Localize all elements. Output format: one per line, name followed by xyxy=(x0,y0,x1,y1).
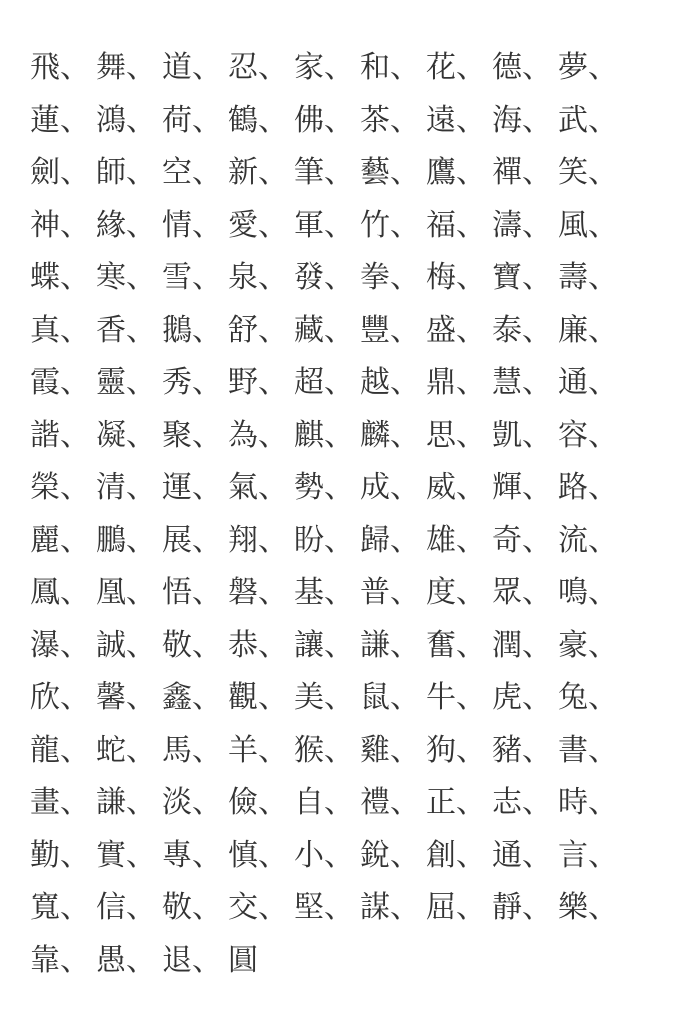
text-line xyxy=(30,830,670,883)
character-item: 容、 xyxy=(558,417,618,453)
character-item: 小、 xyxy=(294,837,354,873)
character-item: 雪、 xyxy=(162,260,222,295)
character-item: 鵝、 xyxy=(162,312,222,348)
character-item: 榮、 xyxy=(30,470,90,505)
character-item: 香、 xyxy=(96,312,156,348)
character-item: 敬、 xyxy=(162,627,222,663)
character-item: 路、 xyxy=(558,470,618,505)
text-line xyxy=(30,305,670,358)
character-item: 諧、 xyxy=(30,417,90,453)
character-item: 蝶、 xyxy=(30,260,90,295)
character-item: 忍、 xyxy=(228,50,288,85)
character-item: 荷、 xyxy=(162,102,222,138)
character-item: 家、 xyxy=(294,50,354,85)
character-item: 言、 xyxy=(558,837,618,873)
character-item: 翔、 xyxy=(228,522,288,558)
character-item: 鶴、 xyxy=(228,102,288,138)
character-item: 蓮、 xyxy=(30,102,90,138)
text-line xyxy=(30,42,670,95)
character-item: 鼎、 xyxy=(426,365,486,400)
character-item: 信、 xyxy=(96,890,156,925)
character-item: 鵬、 xyxy=(96,522,156,558)
character-item: 慎、 xyxy=(228,837,288,873)
text-line xyxy=(30,777,670,830)
character-item: 雞、 xyxy=(360,732,420,768)
character-item: 福、 xyxy=(426,207,486,243)
character-item: 泉、 xyxy=(228,260,288,295)
character-item: 牛、 xyxy=(426,680,486,715)
character-item: 馬、 xyxy=(162,732,222,768)
character-item: 思、 xyxy=(426,417,486,453)
character-item: 慧、 xyxy=(492,365,552,400)
character-item: 愛、 xyxy=(228,207,288,243)
text-line xyxy=(30,672,670,725)
text-line xyxy=(30,462,670,515)
character-item: 誠、 xyxy=(96,627,156,663)
character-item: 盛、 xyxy=(426,312,486,348)
character-item: 專、 xyxy=(162,837,222,873)
character-list xyxy=(30,42,670,987)
character-item: 舞、 xyxy=(96,50,156,85)
character-item: 廉、 xyxy=(558,312,618,348)
character-item: 謙、 xyxy=(96,785,156,820)
character-item: 藝、 xyxy=(360,155,420,190)
character-item: 愚、 xyxy=(96,942,156,978)
character-item: 佛、 xyxy=(294,102,354,138)
character-item: 瀑、 xyxy=(30,627,90,663)
character-item: 運、 xyxy=(162,470,222,505)
character-item: 麒、 xyxy=(294,417,354,453)
character-item: 鴻、 xyxy=(96,102,156,138)
character-item: 聚、 xyxy=(162,417,222,453)
character-item: 正、 xyxy=(426,785,486,820)
character-item: 靈、 xyxy=(96,365,156,400)
character-item: 麟、 xyxy=(360,417,420,453)
character-item: 霞、 xyxy=(30,365,90,400)
character-item: 武、 xyxy=(558,102,618,138)
character-item: 笑、 xyxy=(558,155,618,190)
character-item: 屈、 xyxy=(426,890,486,925)
character-item: 輝、 xyxy=(492,470,552,505)
character-item: 畫、 xyxy=(30,785,90,820)
character-item: 靠、 xyxy=(30,942,90,978)
text-line xyxy=(30,95,670,148)
character-item: 成、 xyxy=(360,470,420,505)
character-item: 磐、 xyxy=(228,575,288,610)
text-line xyxy=(30,882,670,935)
character-item: 師、 xyxy=(96,155,156,190)
character-item: 秀、 xyxy=(162,365,222,400)
character-item: 基、 xyxy=(294,575,354,610)
character-item: 軍、 xyxy=(294,207,354,243)
character-item: 空、 xyxy=(162,155,222,190)
text-line xyxy=(30,147,670,200)
character-item: 真、 xyxy=(30,312,90,348)
text-line xyxy=(30,935,670,988)
character-item: 凰、 xyxy=(96,575,156,610)
character-item: 為、 xyxy=(228,417,288,453)
character-item: 敬、 xyxy=(162,890,222,925)
character-item: 藏、 xyxy=(294,312,354,348)
character-item: 道、 xyxy=(162,50,222,85)
character-item: 發、 xyxy=(294,260,354,295)
character-item: 度、 xyxy=(426,575,486,610)
character-item: 凝、 xyxy=(96,417,156,453)
character-item: 儉、 xyxy=(228,785,288,820)
character-item: 野、 xyxy=(228,365,288,400)
character-item: 壽、 xyxy=(558,260,618,295)
character-item: 威、 xyxy=(426,470,486,505)
character-item: 實、 xyxy=(96,837,156,873)
character-item: 狗、 xyxy=(426,732,486,768)
text-line xyxy=(30,200,670,253)
character-item: 奮、 xyxy=(426,627,486,663)
character-item: 潤、 xyxy=(492,627,552,663)
character-item: 展、 xyxy=(162,522,222,558)
character-item: 遠、 xyxy=(426,102,486,138)
text-line xyxy=(30,725,670,778)
character-item: 普、 xyxy=(360,575,420,610)
character-item: 寶、 xyxy=(492,260,552,295)
character-item: 緣、 xyxy=(96,207,156,243)
character-item: 豐、 xyxy=(360,312,420,348)
character-item: 創、 xyxy=(426,837,486,873)
character-item: 謙、 xyxy=(360,627,420,663)
character-item: 鳳、 xyxy=(30,575,90,610)
character-item: 謀、 xyxy=(360,890,420,925)
character-item: 眾、 xyxy=(492,575,552,610)
character-item: 樂、 xyxy=(558,890,618,925)
character-item: 劍、 xyxy=(30,155,90,190)
character-item: 觀、 xyxy=(228,680,288,715)
character-item: 寒、 xyxy=(96,260,156,295)
text-line xyxy=(30,620,670,673)
character-item: 書、 xyxy=(558,732,618,768)
character-item: 雄、 xyxy=(426,522,486,558)
character-item: 鑫、 xyxy=(162,680,222,715)
character-item: 恭、 xyxy=(228,627,288,663)
character-item: 美、 xyxy=(294,680,354,715)
character-item: 圓 xyxy=(228,942,258,978)
character-item: 讓、 xyxy=(294,627,354,663)
character-item: 退、 xyxy=(162,942,222,978)
character-item: 風、 xyxy=(558,207,618,243)
character-item: 茶、 xyxy=(360,102,420,138)
character-item: 自、 xyxy=(294,785,354,820)
character-item: 勤、 xyxy=(30,837,90,873)
character-item: 堅、 xyxy=(294,890,354,925)
character-item: 鼠、 xyxy=(360,680,420,715)
text-line xyxy=(30,515,670,568)
character-item: 麗、 xyxy=(30,522,90,558)
character-item: 交、 xyxy=(228,890,288,925)
character-item: 豪、 xyxy=(558,627,618,663)
character-item: 禪、 xyxy=(492,155,552,190)
character-item: 筆、 xyxy=(294,155,354,190)
character-item: 通、 xyxy=(558,365,618,400)
character-item: 豬、 xyxy=(492,732,552,768)
character-item: 盼、 xyxy=(294,522,354,558)
character-item: 情、 xyxy=(162,207,222,243)
text-line xyxy=(30,252,670,305)
character-item: 羊、 xyxy=(228,732,288,768)
character-item: 鷹、 xyxy=(426,155,486,190)
character-item: 志、 xyxy=(492,785,552,820)
character-item: 越、 xyxy=(360,365,420,400)
character-item: 蛇、 xyxy=(96,732,156,768)
character-item: 勢、 xyxy=(294,470,354,505)
character-item: 飛、 xyxy=(30,50,90,85)
character-item: 舒、 xyxy=(228,312,288,348)
character-item: 龍、 xyxy=(30,732,90,768)
character-item: 清、 xyxy=(96,470,156,505)
character-item: 禮、 xyxy=(360,785,420,820)
character-item: 超、 xyxy=(294,365,354,400)
text-line xyxy=(30,410,670,463)
character-item: 花、 xyxy=(426,50,486,85)
character-item: 新、 xyxy=(228,155,288,190)
character-item: 奇、 xyxy=(492,522,552,558)
character-item: 梅、 xyxy=(426,260,486,295)
character-item: 通、 xyxy=(492,837,552,873)
character-item: 兔、 xyxy=(558,680,618,715)
character-item: 時、 xyxy=(558,785,618,820)
character-item: 氣、 xyxy=(228,470,288,505)
character-item: 馨、 xyxy=(96,680,156,715)
text-line xyxy=(30,567,670,620)
character-item: 寬、 xyxy=(30,890,90,925)
character-item: 銳、 xyxy=(360,837,420,873)
character-item: 鳴、 xyxy=(558,575,618,610)
character-item: 神、 xyxy=(30,207,90,243)
character-item: 歸、 xyxy=(360,522,420,558)
character-item: 欣、 xyxy=(30,680,90,715)
character-item: 竹、 xyxy=(360,207,420,243)
character-item: 悟、 xyxy=(162,575,222,610)
character-item: 猴、 xyxy=(294,732,354,768)
character-item: 靜、 xyxy=(492,890,552,925)
character-item: 凱、 xyxy=(492,417,552,453)
character-item: 泰、 xyxy=(492,312,552,348)
character-item: 拳、 xyxy=(360,260,420,295)
character-item: 德、 xyxy=(492,50,552,85)
character-item: 和、 xyxy=(360,50,420,85)
character-item: 流、 xyxy=(558,522,618,558)
character-item: 海、 xyxy=(492,102,552,138)
character-item: 濤、 xyxy=(492,207,552,243)
character-item: 淡、 xyxy=(162,785,222,820)
character-item: 夢、 xyxy=(558,50,618,85)
text-line xyxy=(30,357,670,410)
character-item: 虎、 xyxy=(492,680,552,715)
